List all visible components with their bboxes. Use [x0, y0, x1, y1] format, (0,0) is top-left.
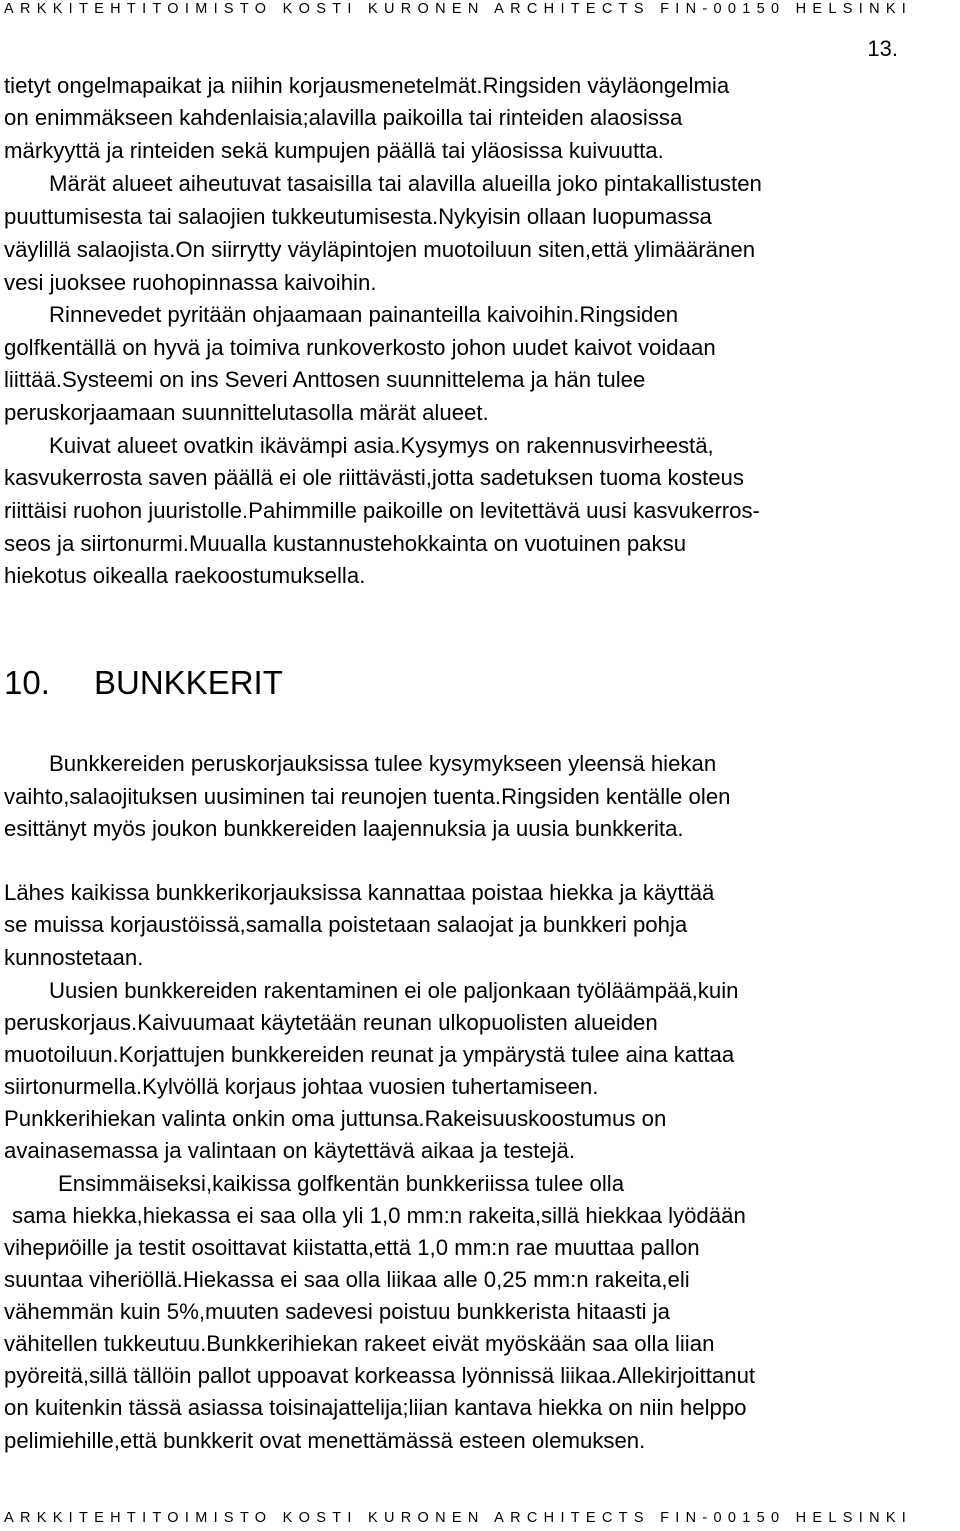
body-line: suuntaa viheriöllä.Hiekassa ei saa olla liikaa alle 0,25 mm:n rakeita,eli — [4, 1267, 690, 1292]
body-line: siirtonurmella.Kylvöllä korjaus johtaa vuosien tuhertamiseen. — [4, 1074, 599, 1099]
body-line: pelimiehille,että bunkkerit ovat menettämässä esteen olemuksen. — [4, 1428, 646, 1453]
body-line: on kuitenkin tässä asiassa toisinajattelija;liian kantava hiekka on niin helppo — [4, 1395, 747, 1420]
body-line: seos ja siirtonurmi.Muualla kustannustehokkainta on vuotuinen paksu — [4, 531, 687, 556]
body-line: vesi juoksee ruohopinnassa kaivoihin. — [4, 270, 377, 295]
body-line: riittäisi ruohon juuristolle.Pahimmille paikoille on levitettävä uusi kasvukerros- — [4, 498, 760, 523]
body-line: peruskorjaamaan suunnittelutasolla märät alueet. — [4, 400, 489, 425]
body-line: pyöreitä,sillä tällöin pallot uppoavat korkeassa lyönnissä liikaa.Allekirjoittanut — [4, 1363, 756, 1388]
body-line: väylillä salaojista.On siirrytty väyläpintojen muotoiluun siten,että ylimääränen — [4, 237, 756, 262]
section-number: 10. — [4, 664, 50, 701]
body-line: golfkentällä on hyvä ja toimiva runkoverkosto johon uudet kaivot voidaan — [4, 335, 716, 360]
body-line: Bunkkereiden peruskorjauksissa tulee kysymykseen yleensä hiekan — [49, 751, 717, 776]
body-line: Rinnevedet pyritään ohjaamaan painanteilla kaivoihin.Ringsiden — [49, 302, 679, 327]
page-header-letterhead: ARKKITEHTITOIMISTO KOSTI KURONEN ARCHITECTS FIN-00150 HELSINKI — [4, 2, 913, 17]
page-number: 13. — [867, 36, 898, 61]
body-line: Uusien bunkkereiden rakentaminen ei ole paljonkaan työläämpää,kuin — [49, 978, 739, 1003]
body-line: liittää.Systeemi on ins Severi Anttosen suunnittelema ja hän tulee — [4, 367, 646, 392]
body-line: on enimmäkseen kahdenlaisia;alavilla paikoilla tai rinteiden alaosissa — [4, 105, 683, 130]
body-line: esittänyt myös joukon bunkkereiden laajennuksia ja uusia bunkkerita. — [4, 816, 684, 841]
body-line: märkyyttä ja rinteiden sekä kumpujen päällä tai yläosissa kuivuutta. — [4, 138, 664, 163]
body-line: vihериöille ja testit osoittavat kiistatta,että 1,0 mm:n rae muuttaa pallon — [4, 1235, 700, 1260]
body-line: vaihto,salaojituksen uusiminen tai reunojen tuenta.Ringsiden kentälle olen — [4, 784, 731, 809]
body-line: Märät alueet aiheutuvat tasaisilla tai alavilla alueilla joko pintakallistusten — [49, 171, 762, 196]
body-line: kunnostetaan. — [4, 945, 144, 970]
body-line: Punkkerihiekan valinta onkin oma juttunsa.Rakeisuuskoostumus on — [4, 1106, 667, 1131]
body-line: tietyt ongelmapaikat ja niihin korjausmenetelmät.Ringsiden väyläongelmia — [4, 73, 730, 98]
body-line: peruskorjaus.Kaivuumaat käytetään reunan ulkopuolisten alueiden — [4, 1010, 658, 1035]
body-line: vähemmän kuin 5%,muuten sadevesi poistuu bunkkerista hitaasti ja — [4, 1299, 670, 1324]
body-line: sama hiekka,hiekassa ei saa olla yli 1,0 mm:n rakeita,sillä hiekkaa lyödään — [12, 1203, 746, 1228]
body-line: puuttumisesta tai salaojien tukkeutumisesta.Nykyisin ollaan luopumassa — [4, 204, 712, 229]
body-line: vähitellen tukkeutuu.Bunkkerihiekan rakeet eivät myöskään saa olla liian — [4, 1331, 715, 1356]
body-line: Ensimmäiseksi,kaikissa golfkentän bunkkeriissa tulee olla — [58, 1171, 625, 1196]
body-line: Lähes kaikissa bunkkerikorjauksissa kannattaa poistaa hiekka ja käyttää — [4, 880, 715, 905]
body-line: muotoiluun.Korjattujen bunkkereiden reunat ja ympärystä tulee aina kattaa — [4, 1042, 735, 1067]
body-line: avainasemassa ja valintaan on käytettävä aikaa ja testejä. — [4, 1138, 576, 1163]
body-line: hiekotus oikealla raekoostumuksella. — [4, 563, 366, 588]
body-line: Kuivat alueet ovatkin ikävämpi asia.Kysymys on rakennusvirheestä, — [49, 433, 714, 458]
page-footer-letterhead: ARKKITEHTITOIMISTO KOSTI KURONEN ARCHITECTS FIN-00150 HELSINKI — [4, 1511, 913, 1526]
body-line: kasvukerrosta saven päällä ei ole riittävästi,jotta sadetuksen tuoma kosteus — [4, 465, 744, 490]
section-heading: BUNKKERIT — [94, 664, 283, 701]
body-line: se muissa korjaustöissä,samalla poistetaan salaojat ja bunkkeri pohja — [4, 912, 688, 937]
